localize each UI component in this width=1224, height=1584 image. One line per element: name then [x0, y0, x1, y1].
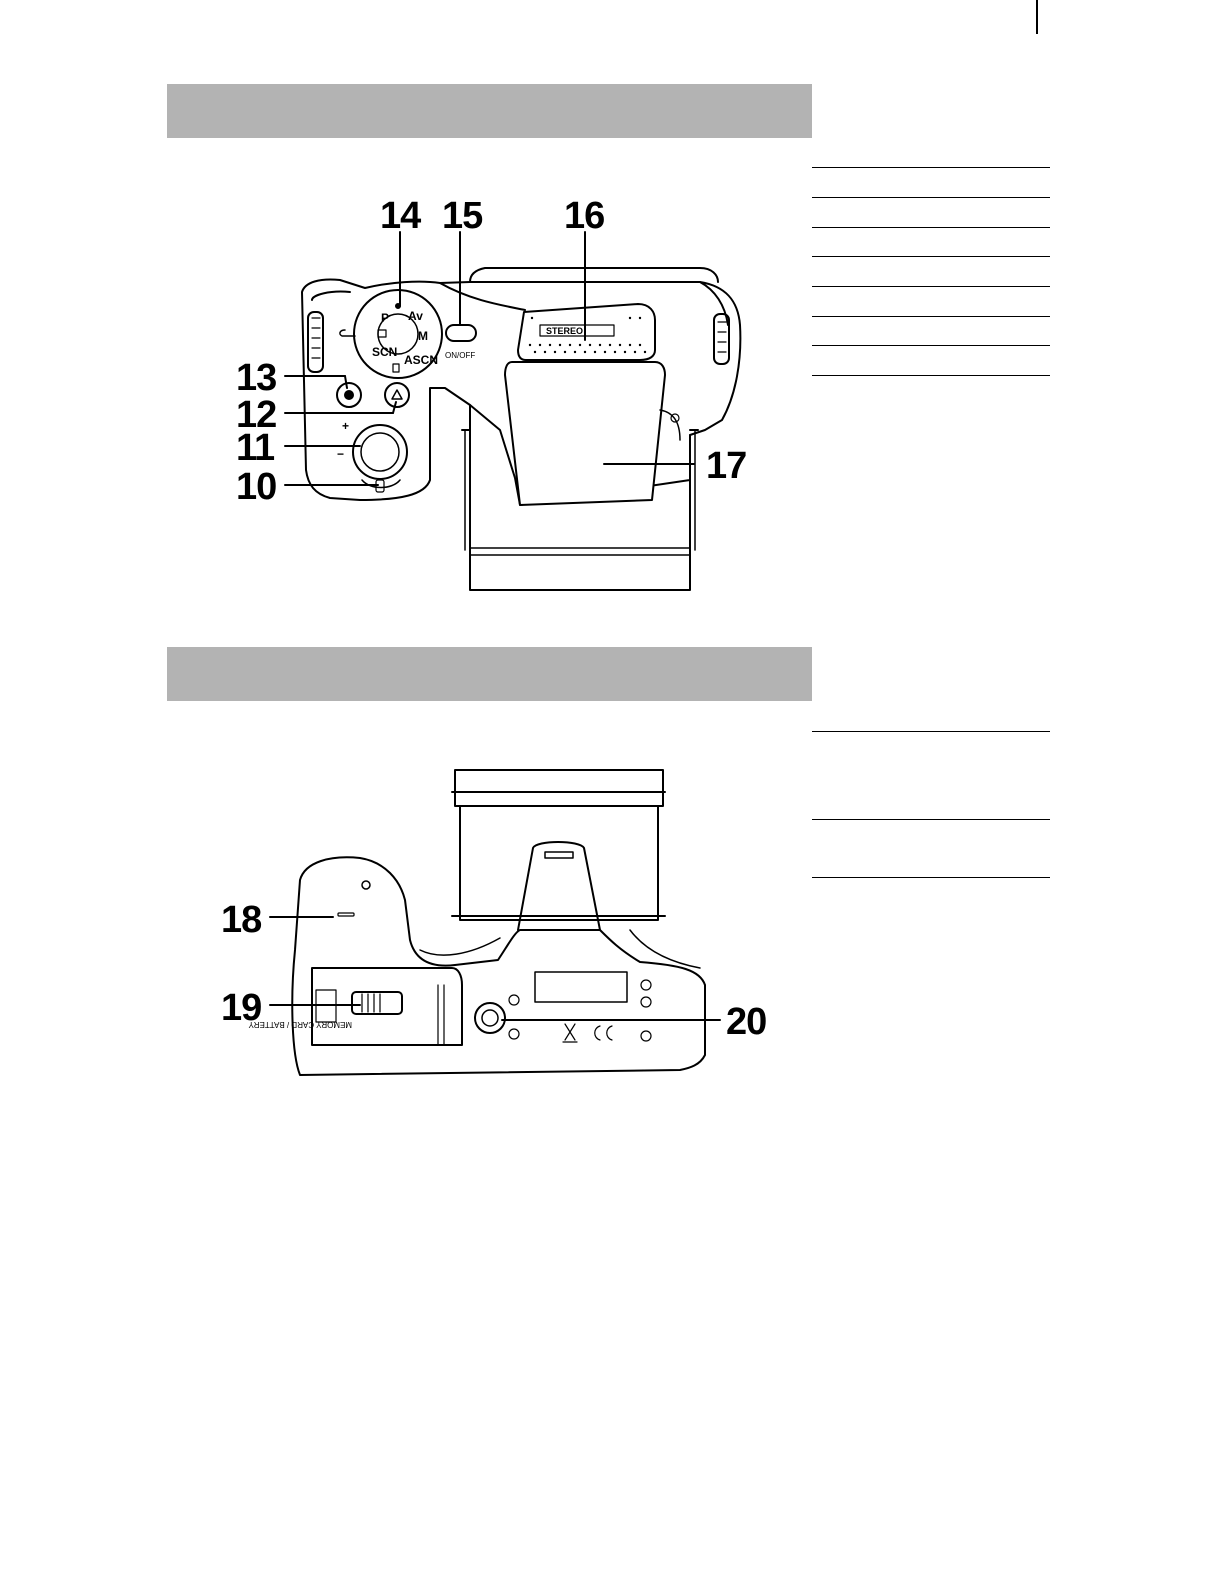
dial-mode-m: M: [418, 329, 428, 343]
dial-mode-p: P: [381, 311, 390, 325]
battery-door[interactable]: [312, 968, 462, 1045]
weee-icon: [563, 1024, 577, 1042]
battery-door-label: MEMORY CARD / BATTERY: [248, 1020, 352, 1029]
tripod-socket: [475, 1003, 505, 1033]
video-mode-icon: [378, 330, 386, 337]
callout-11: 11: [236, 427, 275, 469]
zoom-plus-label: +: [342, 419, 350, 433]
callout-14: 14: [380, 195, 421, 237]
screw-hole: [362, 881, 370, 889]
dial-mode-av: Av: [408, 309, 423, 323]
callout-20: 20: [726, 1001, 767, 1043]
power-button[interactable]: [446, 325, 476, 341]
flash-pop-button[interactable]: [385, 383, 409, 407]
power-label: ON/OFF: [445, 351, 476, 360]
battery-door-latch[interactable]: [352, 992, 402, 1014]
callout-17: 17: [706, 445, 747, 487]
panorama-mode-icon: [393, 364, 399, 372]
callout-16: 16: [564, 195, 605, 237]
callout-18: 18: [221, 899, 262, 941]
callout-12: 12: [236, 394, 277, 436]
stereo-label: STEREO: [546, 326, 584, 336]
zoom-lever[interactable]: [362, 480, 400, 488]
strap-lug-left: [308, 312, 323, 372]
lens-front-ring: [455, 770, 663, 806]
camera-bottom-body: [292, 857, 705, 1075]
flash: [505, 362, 665, 505]
zoom-minus-label: −: [337, 447, 345, 461]
ce-mark-icon: [595, 1026, 612, 1040]
callout-19: 19: [221, 987, 262, 1029]
callout-10: 10: [236, 466, 277, 508]
grip-edge: [312, 292, 350, 300]
callout-15: 15: [442, 195, 483, 237]
label-plate: [535, 972, 627, 1002]
callout-13: 13: [236, 357, 277, 399]
dial-mode-ascn: ASCN: [404, 353, 439, 367]
dial-mode-scn: SCN: [372, 345, 398, 359]
